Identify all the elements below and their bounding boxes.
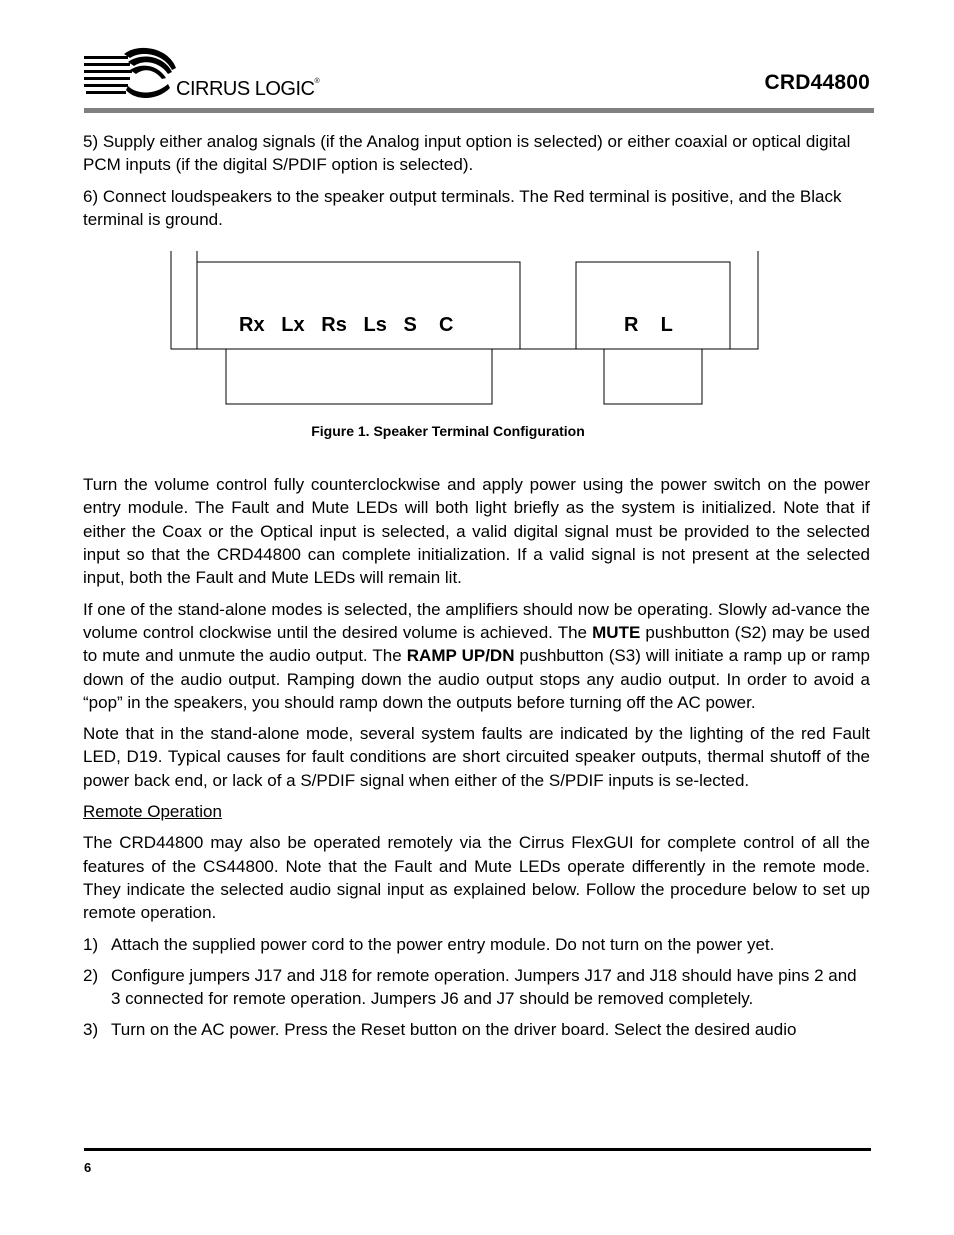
right-terminal-labels: R L [624, 314, 673, 337]
figure-caption: Figure 1. Speaker Terminal Configuration [311, 423, 585, 440]
remote-operation-heading: Remote Operation [83, 802, 222, 822]
left-terminal-labels: Rx Lx Rs Ls S C [239, 314, 454, 337]
power-on-paragraph: Turn the volume control fully counterclockwise and apply power using the power switch on the power entry module. The Fault and Mute LEDs will both light briefly as the system is initialized. Note that if either the Coax or the Optical input is selected, a valid digital signal must be provided to the selected input so that the CRD44800 can complete initialization. If a valid signal is not present at the selected input, both the Fault and Mute LEDs will remain lit. [83, 475, 870, 588]
page-number: 6 [84, 1160, 92, 1175]
speaker-terminal-diagram [83, 239, 870, 419]
list-item: 2) Configure jumpers J17 and J18 for remote operation. Jumpers J17 and J18 should have pins 2 and 3 connected for remote operation. Jumpers J6 and J7 should be removed completely. [83, 965, 857, 1009]
header-rule [84, 108, 874, 113]
step-6-paragraph: 6) Connect loudspeakers to the speaker output terminals. The Red terminal is positive, and the Black terminal is ground. [83, 186, 842, 229]
list-item: 1) Attach the supplied power cord to the power entry module. Do not turn on the power yet. [83, 934, 775, 954]
mute-label: MUTE [592, 622, 641, 642]
document-id: CRD44800 [764, 71, 870, 94]
faults-paragraph: Note that in the stand-alone mode, several system faults are indicated by the lighting of the red Fault LED, D19. Typical causes for fault conditions are short circuited speaker outputs, thermal shutoff of the power back end, or lack of a S/PDIF signal when either of the S/PDIF inputs is se-lected. [83, 724, 870, 790]
speaker-terminal-figure [83, 239, 870, 457]
page-body [83, 130, 870, 1050]
cirrus-logic-swoosh-icon [84, 46, 176, 104]
list-item: 3) Turn on the AC power. Press the Reset button on the driver board. Select the desired audio [83, 1020, 797, 1040]
footer-rule [84, 1148, 871, 1151]
ramp-label: RAMP UP/DN [406, 646, 515, 666]
cirrus-logic-logo [84, 46, 334, 104]
remote-operation-paragraph: The CRD44800 may also be operated remotely via the Cirrus FlexGUI for complete control of all the features of the CS44800. Note that the Fault and Mute LEDs operate differently in the remote mode. They indicate the selected audio signal input as explained below. Follow the procedure below to set up remote operation. [83, 833, 870, 923]
standalone-mode-paragraph: If one of the stand-alone modes is selected, the amplifiers should now be operating. Slowly ad-vance the volume control clockwise until the desired volume is achieved. The MUTE pushbutton (S2) may be used to mute and unmute the audio output. The RAMP UP/DN pushbutton (S3) will initiate a ramp up or ramp down of the audio output. Ramping down the audio output stops any audio output. In order to avoid a “pop” in the speakers, you should ramp down the outputs before turning off the AC power. [83, 599, 870, 712]
step-5-paragraph: 5) Supply either analog signals (if the Analog input option is selected) or either coaxial or optical digital PCM inputs (if the digital S/PDIF option is selected). [83, 132, 851, 175]
logo-wordmark: CIRRUS LOGIC® [176, 78, 320, 100]
